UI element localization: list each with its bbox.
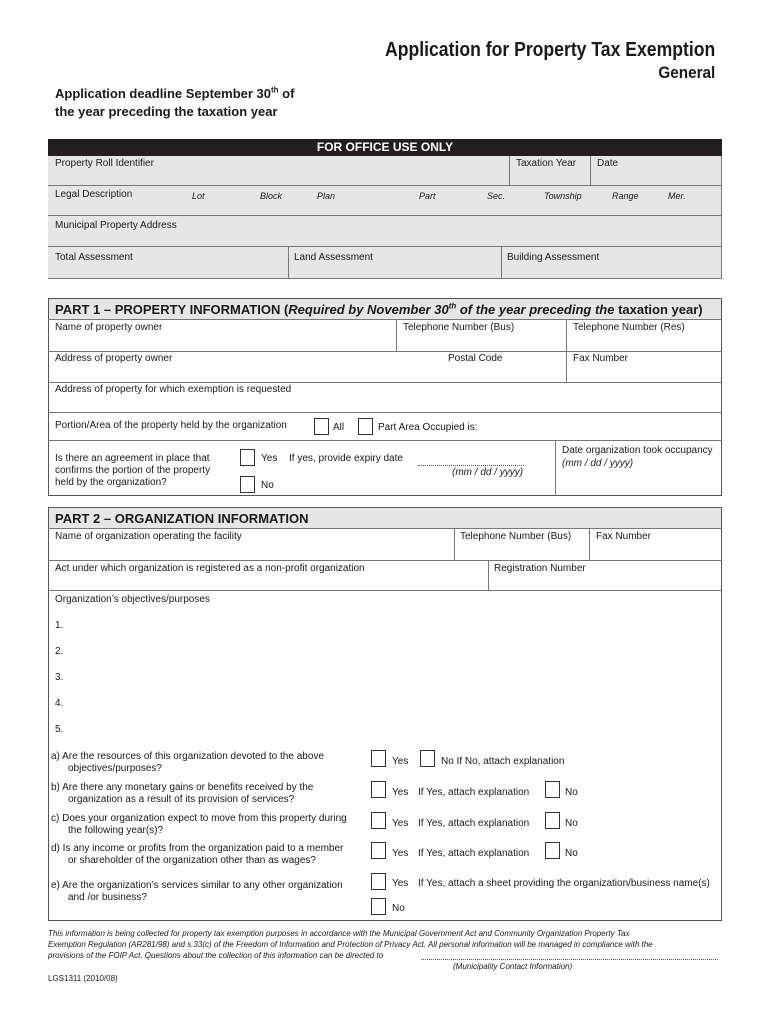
question-d-explanation: If Yes, attach explanation [418,848,530,859]
agreement-label-1: Is there an agreement in place that [55,453,210,464]
expiry-date-line[interactable] [418,465,524,466]
contact-caption: (Municipality Contact Information) [453,962,573,971]
footer-notice-line-1: This information is being collected for property tax exemption purposes in accordance with the Municipal Government Act and Community Organization Property Tax [48,929,630,938]
objective-2[interactable]: 2. [55,646,64,657]
question-d-line-1: d) Is any income or profits from the organization paid to a member [51,843,344,854]
portion-label: Portion/Area of the property held by the organization [55,420,287,431]
org-fax-label: Fax Number [596,531,652,542]
question-e-yes-label: Yes [392,878,409,889]
footer-notice-line-2: Exemption Regulation (AR281/98) and s.33(c) of the Freedom of Information and Protection of Privacy Act. All personal information will be managed in compliance with the [48,940,653,949]
question-a-no-label: No If No, attach explanation [441,756,565,767]
footer-notice-line-3: provisions of the FOIP Act. Questions about the collection of this information can be directed to [48,951,384,960]
all-checkbox[interactable] [314,418,329,435]
occupancy-format: (mm / dd / yyyy) [562,458,634,469]
expiry-date-format: (mm / dd / yyyy) [452,467,524,478]
part-label: Part [419,191,436,201]
agreement-label-3: held by the organization? [55,477,167,488]
question-b-no-checkbox[interactable] [545,781,560,798]
registration-label: Registration Number [494,563,586,574]
org-tel-label: Telephone Number (Bus) [460,531,572,542]
agreement-no-checkbox[interactable] [240,476,255,493]
range-label: Range [612,191,639,201]
date-label: Date [597,158,619,169]
deadline-line-1: Application deadline September 30th of [55,85,295,101]
postal-code-label: Postal Code [448,353,503,364]
land-assessment-label: Land Assessment [294,252,373,263]
part-checkbox[interactable] [358,418,373,435]
question-c-yes-checkbox[interactable] [371,812,386,829]
sec-label: Sec. [487,191,506,201]
question-e-no-checkbox[interactable] [371,898,386,915]
question-e-line-1: e) Are the organization’s services similar to any other organization [51,880,343,891]
block-label: Block [260,191,283,201]
question-d-yes-checkbox[interactable] [371,842,386,859]
question-a-yes-checkbox[interactable] [371,750,386,767]
form-subtitle: General [658,63,715,82]
contact-line[interactable] [421,959,718,960]
org-name-label: Name of organization operating the facility [55,531,242,542]
expiry-label: If yes, provide expiry date [289,453,403,464]
form-title: Application for Property Tax Exemption [384,39,715,61]
plan-label: Plan [317,191,336,201]
question-b-line-1: b) Are there any monetary gains or benefits received by the [51,782,314,793]
question-c-no-label: No [565,818,578,829]
municipal-address-label: Municipal Property Address [55,220,177,231]
question-b-no-label: No [565,787,578,798]
part1-heading: PART 1 – PROPERTY INFORMATION (Required by November 30th of the year preceding the taxation year) [55,301,703,317]
fax-label: Fax Number [573,353,629,364]
exempt-address-label: Address of property for which exemption is requested [55,384,292,395]
question-a-line-2: objectives/purposes? [68,763,162,774]
question-b-yes-label: Yes [392,787,409,798]
lot-label: Lot [192,191,205,201]
form-id: LGS1311 (2010/08) [48,974,118,983]
office-use-bar: FOR OFFICE USE ONLY [48,139,722,156]
owner-address-label: Address of property owner [55,353,173,364]
question-e-yes-checkbox[interactable] [371,873,386,890]
question-d-no-checkbox[interactable] [545,842,560,859]
question-d-yes-label: Yes [392,848,409,859]
deadline-line-2: the year preceding the taxation year [55,104,278,119]
objectives-label: Organization’s objectives/purposes [55,594,210,605]
question-d-no-label: No [565,848,578,859]
question-b-explanation: If Yes, attach explanation [418,787,530,798]
question-a-yes-label: Yes [392,756,409,767]
objective-5[interactable]: 5. [55,724,64,735]
owner-name-label: Name of property owner [55,322,163,333]
agreement-yes-checkbox[interactable] [240,449,255,466]
all-label: All [333,422,345,433]
part-area-label: Part Area Occupied is: [378,422,478,433]
question-e-no-label: No [392,903,405,914]
building-assessment-label: Building Assessment [507,252,600,263]
objective-3[interactable]: 3. [55,672,64,683]
objective-1[interactable]: 1. [55,620,64,631]
question-b-yes-checkbox[interactable] [371,781,386,798]
act-label: Act under which organization is registered as a non-profit organization [55,563,365,574]
agreement-no-label: No [261,480,274,491]
taxation-year-label: Taxation Year [516,158,577,169]
question-c-yes-label: Yes [392,818,409,829]
tel-res-label: Telephone Number (Res) [573,322,685,333]
total-assessment-label: Total Assessment [55,252,133,263]
question-c-line-2: the following year(s)? [68,825,164,836]
question-d-line-2: or shareholder of the organization other than as wages? [68,855,316,866]
question-e-explanation: If Yes, attach a sheet providing the organization/business name(s) [418,878,710,889]
township-label: Township [544,191,582,201]
part2-heading: PART 2 – ORGANIZATION INFORMATION [55,511,309,526]
legal-description-label: Legal Description [55,189,133,200]
objective-4[interactable]: 4. [55,698,64,709]
occupancy-label: Date organization took occupancy [562,445,713,456]
agreement-label-2: confirms the portion of the property [55,465,211,476]
question-e-line-2: and /or business? [68,892,147,903]
agreement-yes-label: Yes [261,453,278,464]
question-c-line-1: c) Does your organization expect to move from this property during [51,813,347,824]
office-use-section [48,156,722,278]
question-c-no-checkbox[interactable] [545,812,560,829]
question-b-line-2: organization as a result of its provision of services? [68,794,295,805]
question-a-no-checkbox[interactable] [420,750,435,767]
question-a-line-1: a) Are the resources of this organization devoted to the above [51,751,324,762]
mer-label: Mer. [668,191,686,201]
property-roll-label: Property Roll Identifier [55,158,154,169]
question-c-explanation: If Yes, attach explanation [418,818,530,829]
tel-bus-label: Telephone Number (Bus) [403,322,515,333]
